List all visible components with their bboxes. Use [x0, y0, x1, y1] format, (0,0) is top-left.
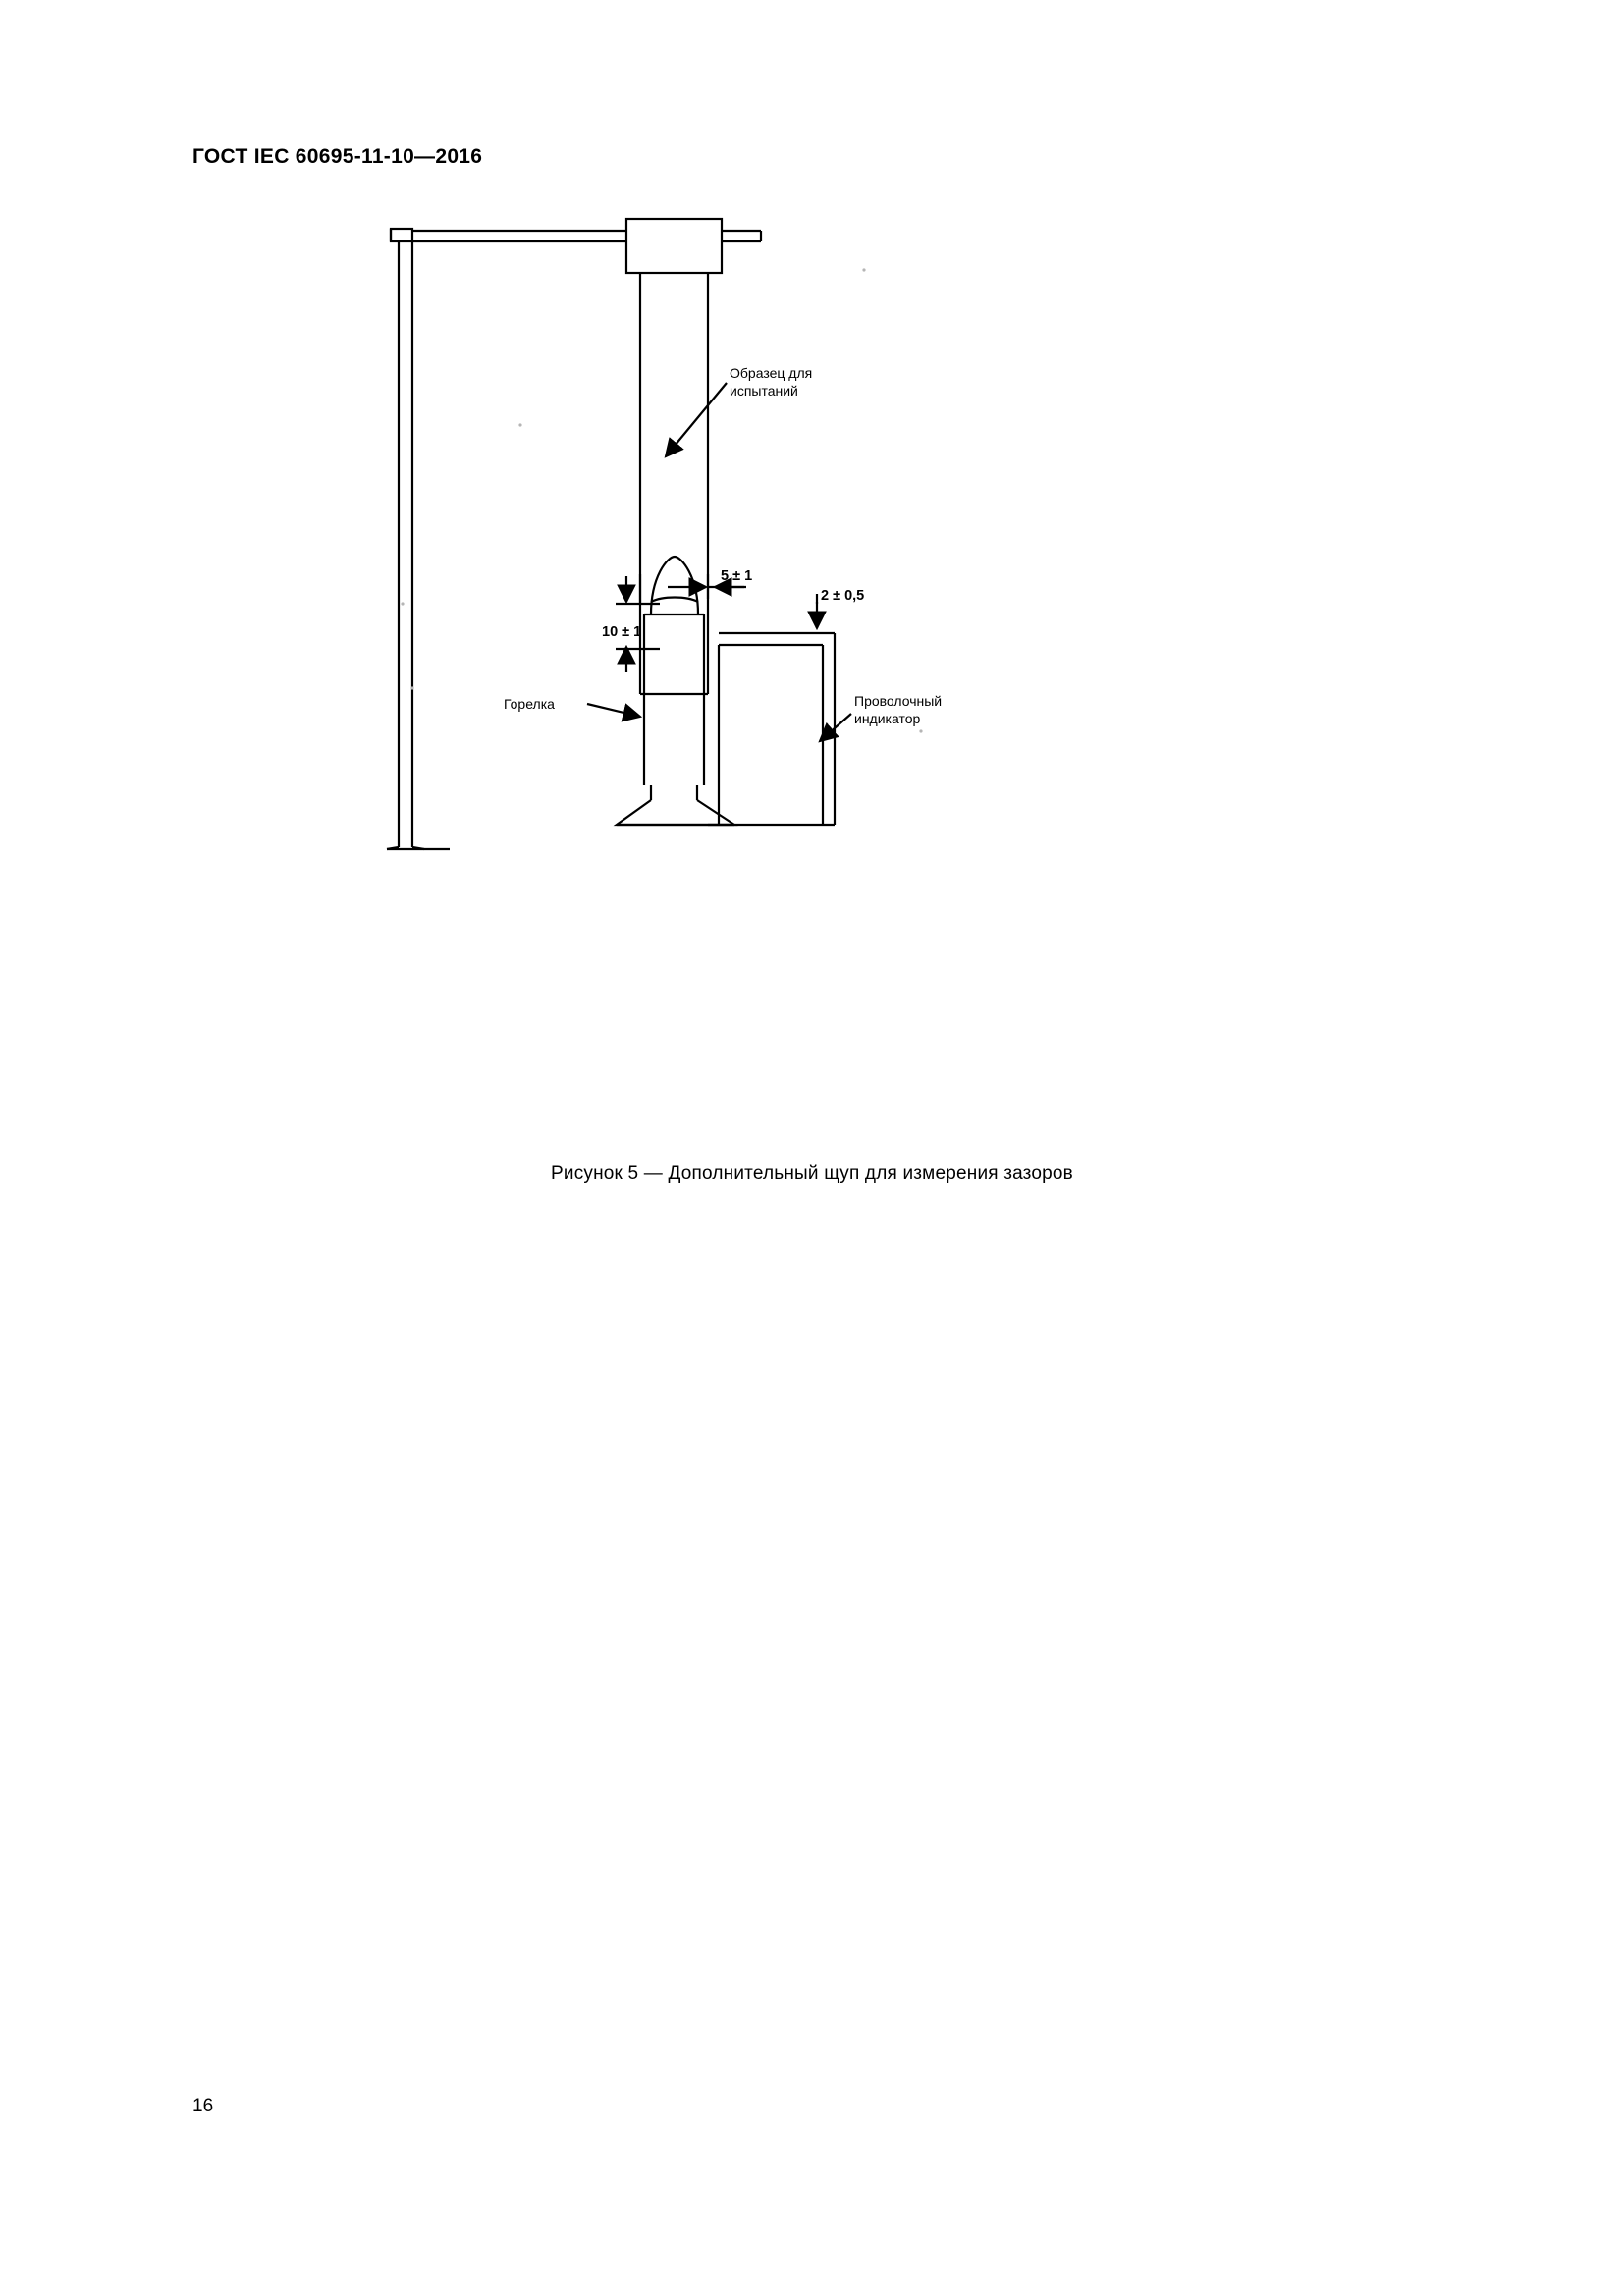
burner — [617, 614, 734, 825]
label-specimen-line2: испытаний — [730, 383, 798, 399]
label-wire-indicator-line1: Проволочный — [854, 693, 943, 709]
leader-burner — [587, 704, 640, 717]
test-specimen — [640, 273, 708, 694]
specimen-clamp — [626, 219, 722, 273]
dimension-label-flame-height: 10 ± 1 — [602, 624, 642, 640]
vertical-stand — [387, 241, 450, 849]
label-burner: Горелка — [504, 696, 555, 712]
page-number: 16 — [192, 2096, 214, 2116]
label-wire-indicator-line2: индикатор — [854, 711, 921, 726]
figure-5-illustration — [373, 211, 1306, 1124]
dimension-label-gap-vertical-small: 2 ± 0,5 — [821, 588, 865, 604]
page-header-title: ГОСТ IEC 60695-11-10—2016 — [192, 145, 483, 168]
leader-specimen — [666, 383, 727, 456]
flame — [651, 557, 698, 614]
dimension-label-gap-horizontal: 5 ± 1 — [721, 568, 753, 584]
support-bar — [391, 229, 761, 241]
label-specimen-line1: Образец для — [730, 365, 813, 381]
figure-caption: Рисунок 5 — Дополнительный щуп для измерения зазоров — [551, 1163, 1073, 1184]
scan-artifacts — [373, 268, 923, 732]
wire-indicator — [708, 633, 835, 825]
